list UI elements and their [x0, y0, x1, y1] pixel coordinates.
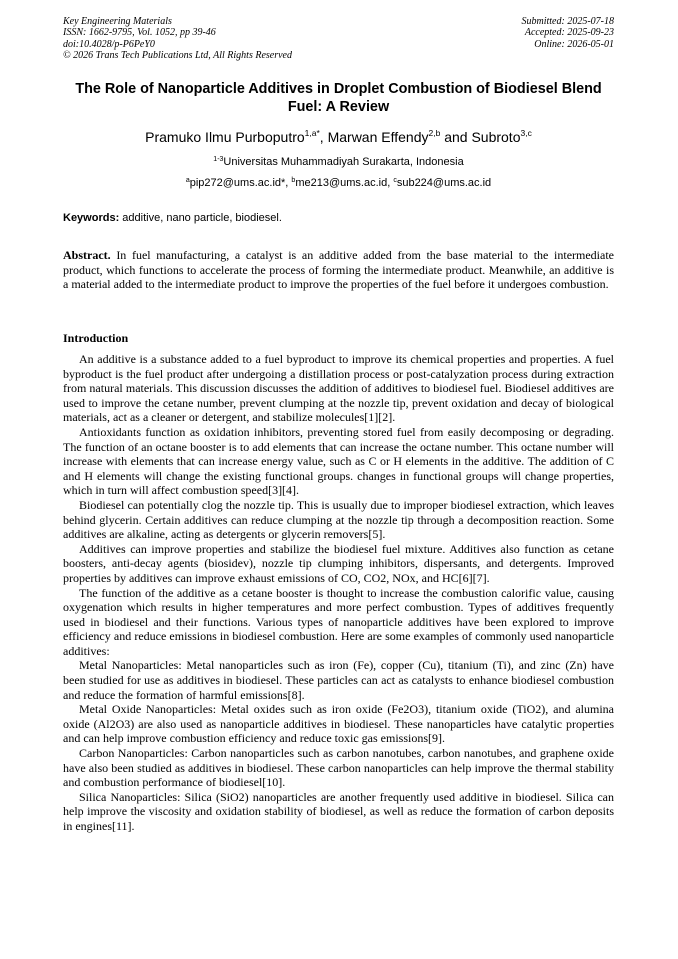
author-separator: , [319, 129, 328, 145]
journal-name: Key Engineering Materials [63, 16, 172, 27]
submitted-date: Submitted: 2025-07-18 [521, 16, 614, 27]
paragraph: Biodiesel can potentially clog the nozzle tip. This is usually due to improper biodiesel extraction, which leaves behind glycerin. Certain additives can reduce clumping at the nozzle tip through a decomposition reaction. Some additives are alkaline, acting as detergents or glycerin removers[5]. [63, 497, 614, 542]
paragraph: The function of the additive as a cetane booster is thought to increase the combustion calorific value, causing oxygenation which results in higher temperatures and more perfect combustion. Types of additives frequently used in biodiesel and their functions. Various types of nanoparticle additives have been explored to improve efficiency and reduce emissions in biodiesel combustion. Here are some examples of commonly used nanoparticle additives: [63, 585, 614, 658]
email-list [63, 176, 614, 190]
keywords [63, 211, 282, 225]
doi-line: doi:10.4028/p-P6PeY0 [63, 38, 155, 50]
abstract-label: Abstract. [63, 248, 111, 262]
author-name: Pramuko Ilmu Purboputro [145, 129, 305, 145]
author-name: Subroto [471, 129, 521, 145]
author-conjunction: and [440, 129, 472, 145]
paper-title: The Role of Nanoparticle Additives in Droplet Combustion of Biodiesel Blend Fuel: A Review [75, 81, 602, 115]
author-superscript: 3,c [520, 128, 532, 138]
abstract [63, 248, 614, 292]
affiliation-text: Universitas Muhammadiyah Surakarta, Indonesia [223, 156, 464, 168]
email-superscript: c [393, 177, 397, 184]
keywords-label: Keywords: [63, 212, 120, 224]
copyright-line: © 2026 Trans Tech Publications Ltd, All Rights Reserved [63, 50, 292, 62]
email-link[interactable]: pip272@ums.ac.id* [189, 177, 286, 189]
paragraph: Silica Nanoparticles: Silica (SiO2) nanoparticles are another frequently used additive in biodiesel. Silica can help improve the viscosity and oxidation stability of biodiesel, as well as reduce the formation of carbon deposits in engines[11]. [63, 789, 614, 833]
introduction-heading: Introduction [63, 331, 129, 345]
accepted-date: Accepted: 2025-09-23 [524, 27, 614, 39]
email-superscript: b [291, 177, 296, 184]
author-superscript: 2,b [428, 128, 441, 138]
email-superscript: a [185, 177, 190, 184]
email-link[interactable]: me213@ums.ac.id [295, 177, 388, 189]
email-separator: , [285, 177, 292, 189]
email-link[interactable]: sub224@ums.ac.id [396, 177, 492, 189]
abstract-text: In fuel manufacturing, a catalyst is an additive added from the base material to the intermediate product, which functions to accelerate the process of forming the intermediate product. Meanwhile, an additive is a material added to the intermediate product to improve the properties of the fuel before it undergoes combustion. [63, 248, 614, 292]
publication-dates [522, 16, 615, 50]
author-superscript: 1,a* [304, 128, 320, 138]
journal-info [63, 16, 292, 62]
issn-line: ISSN: 1662-9795, Vol. 1052, pp 39-46 [63, 27, 216, 39]
paragraph: An additive is a substance added to a fuel byproduct to improve its chemical properties and properties. A fuel byproduct is the fuel product after undergoing a distillation process or post-catalyzation process during extraction from natural materials. This discussion discusses the addition of additives to biodiesel fuel. Biodiesel additives are used to improve the cetane number, prevent clumping at the nozzle tip, prevent oxidation and decay of biological materials, act as a cleaner or detergent, and stabilize molecules[1][2]. [63, 352, 614, 425]
online-date: Online: 2026-05-01 [534, 38, 614, 50]
author-name: Marwan Effendy [327, 129, 429, 145]
author-list [63, 128, 614, 146]
affiliation-superscript: 1-3 [213, 156, 224, 163]
paragraph: Carbon Nanoparticles: Carbon nanoparticles such as carbon nanotubes, carbon nanotubes, and graphene oxide have also been studied as additives in biodiesel. These carbon nanoparticles can help improve the thermal stability and combustion performance of biodiesel[10]. [63, 746, 614, 790]
email-separator: , [387, 177, 394, 189]
introduction-body [63, 352, 614, 834]
paragraph: Metal Nanoparticles: Metal nanoparticles such as iron (Fe), copper (Cu), titanium (Ti), and zinc (Zn) have been studied for use as additives in biodiesel. These particles can act as catalysts to enhance biodiesel combustion and reduce the formation of harmful emissions[8]. [63, 658, 614, 702]
paragraph: Antioxidants function as oxidation inhibitors, preventing stored fuel from easily decomposing or degrading. The function of an octane booster is to add elements that can increase the octane number. This octane number will increase with elements that can increase energy value, such as C or H elements in the additive. The addition of C and H elements will change the existing functional groups. changes in functional groups will change properties, which in turn will affect combustion speed[3][4]. [63, 424, 614, 498]
keywords-text: additive, nano particle, biodiesel. [119, 212, 282, 224]
affiliation [63, 155, 614, 169]
paragraph: Additives can improve properties and stabilize the biodiesel fuel mixture. Additives also function as cetane boosters, anti-decay agents (biosidev), nozzle tip clumping inhibitors, dispersants, and detergents. Improved properties by additives can improve exhaust emissions of CO, CO2, NOx, and HC[6][7]. [63, 541, 614, 585]
paragraph: Metal Oxide Nanoparticles: Metal oxides such as iron oxide (Fe2O3), titanium oxide (TiO2), and alumina oxide (Al2O3) are also used as nanoparticle additives in biodiesel. These nanoparticles have catalytic properties and can help improve combustion efficiency and reduce toxic gas emissions[9]. [63, 702, 614, 746]
